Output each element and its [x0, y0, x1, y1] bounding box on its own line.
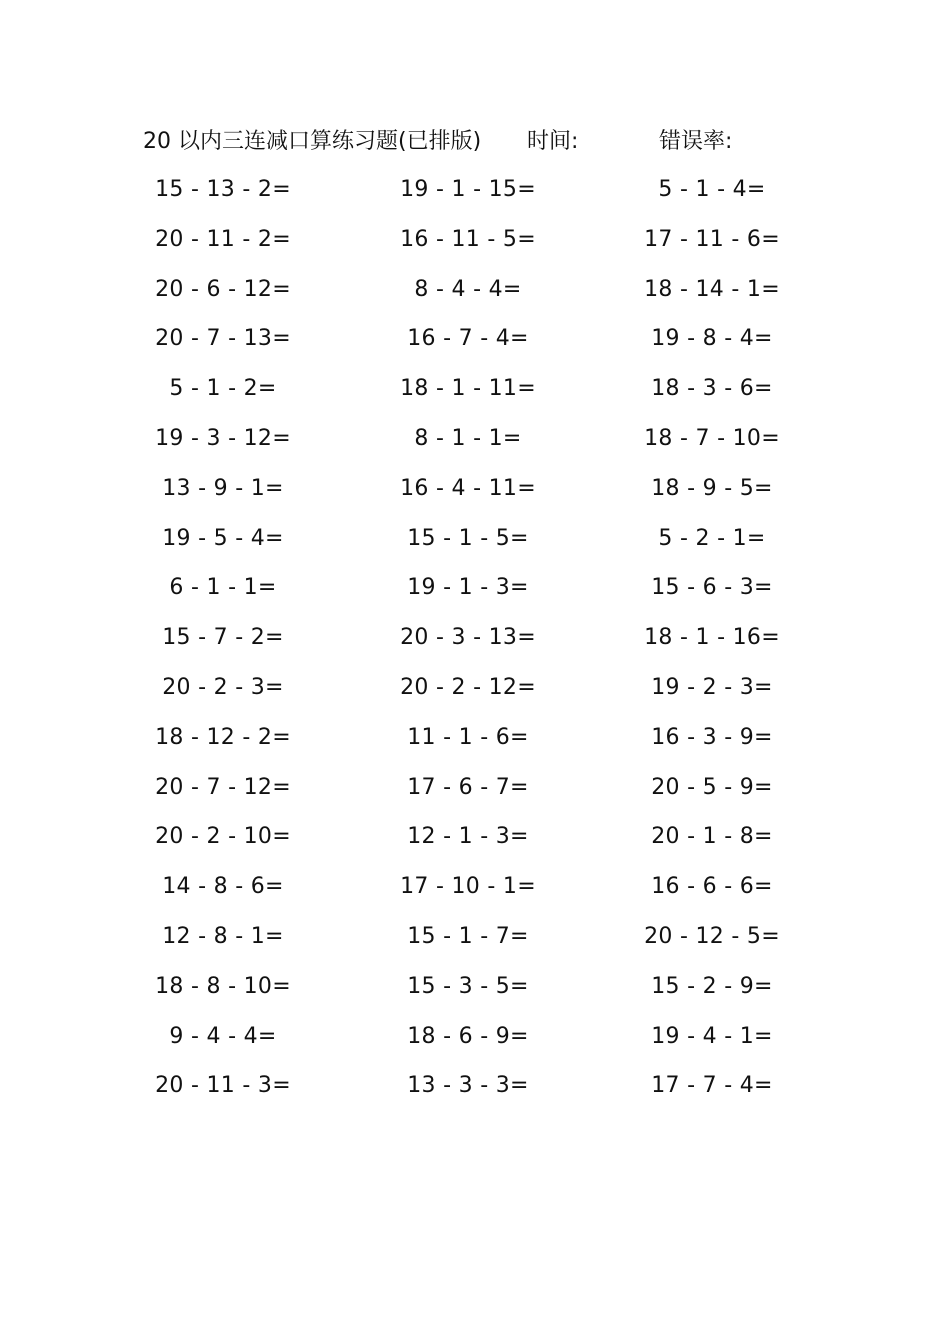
- problem-item: 20 - 12 - 5=: [644, 923, 780, 949]
- problem-item: 13 - 3 - 3=: [407, 1073, 529, 1099]
- problem-item: 15 - 13 - 2=: [155, 177, 291, 202]
- problem-item: 20 - 7 - 12=: [155, 774, 291, 800]
- problem-item: 20 - 5 - 9=: [651, 774, 773, 800]
- problem-grid: [100, 172, 840, 1118]
- problem-item: 16 - 7 - 4=: [407, 326, 529, 352]
- problem-item: 8 - 4 - 4=: [414, 276, 522, 302]
- problem-item: 17 - 10 - 1=: [400, 874, 536, 900]
- problem-item: 19 - 5 - 4=: [162, 525, 284, 551]
- problem-item: 19 - 8 - 4=: [651, 326, 773, 352]
- problem-item: 6 - 1 - 1=: [169, 575, 277, 601]
- problem-item: 20 - 7 - 13=: [155, 326, 291, 352]
- problem-item: 20 - 11 - 3=: [155, 1073, 291, 1099]
- problem-item: 16 - 6 - 6=: [651, 874, 773, 900]
- problem-item: 9 - 4 - 4=: [169, 1023, 277, 1049]
- problem-item: 18 - 1 - 11=: [400, 376, 536, 402]
- problem-item: 20 - 2 - 3=: [162, 674, 284, 700]
- problem-item: 16 - 3 - 9=: [651, 724, 773, 750]
- problem-item: 8 - 1 - 1=: [414, 425, 522, 451]
- problem-item: 18 - 1 - 16=: [644, 625, 780, 651]
- problem-item: 12 - 8 - 1=: [162, 923, 284, 949]
- problem-item: 18 - 14 - 1=: [644, 276, 780, 302]
- problem-item: 20 - 11 - 2=: [155, 226, 291, 252]
- worksheet-title: 20 以内三连减口算练习题(已排版): [143, 129, 482, 154]
- problem-item: 20 - 6 - 12=: [155, 276, 291, 302]
- problem-item: 18 - 8 - 10=: [155, 973, 291, 999]
- problem-item: 14 - 8 - 6=: [162, 874, 284, 900]
- problem-item: 18 - 6 - 9=: [407, 1023, 529, 1049]
- problem-item: 15 - 7 - 2=: [162, 625, 284, 651]
- problem-item: 15 - 2 - 9=: [651, 973, 773, 999]
- problem-item: 19 - 1 - 3=: [407, 575, 529, 601]
- problem-item: 15 - 6 - 3=: [651, 575, 773, 601]
- problem-item: 16 - 11 - 5=: [400, 226, 536, 252]
- problem-item: 13 - 9 - 1=: [162, 475, 284, 501]
- problem-item: 5 - 1 - 4=: [658, 177, 766, 202]
- problem-item: 15 - 3 - 5=: [407, 973, 529, 999]
- problem-item: 5 - 2 - 1=: [658, 525, 766, 551]
- problem-item: 19 - 1 - 15=: [400, 177, 536, 202]
- problem-item: 18 - 9 - 5=: [651, 475, 773, 501]
- time-label: 时间:: [527, 129, 579, 154]
- problem-item: 5 - 1 - 2=: [169, 376, 277, 402]
- problem-item: 19 - 3 - 12=: [155, 425, 291, 451]
- problem-item: 20 - 2 - 12=: [400, 674, 536, 700]
- problem-item: 20 - 1 - 8=: [651, 824, 773, 850]
- problem-item: 20 - 3 - 13=: [400, 625, 536, 651]
- problem-item: 20 - 2 - 10=: [155, 824, 291, 850]
- problem-item: 12 - 1 - 3=: [407, 824, 529, 850]
- worksheet-header: [143, 124, 803, 160]
- problem-item: 18 - 7 - 10=: [644, 425, 780, 451]
- problem-item: 17 - 11 - 6=: [644, 226, 780, 252]
- problem-item: 19 - 2 - 3=: [651, 674, 773, 700]
- problem-item: 16 - 4 - 11=: [400, 475, 536, 501]
- error-rate-label: 错误率:: [659, 129, 733, 154]
- problem-item: 17 - 6 - 7=: [407, 774, 529, 800]
- problem-item: 18 - 3 - 6=: [651, 376, 773, 402]
- problem-item: 11 - 1 - 6=: [407, 724, 529, 750]
- problem-item: 19 - 4 - 1=: [651, 1023, 773, 1049]
- problem-item: 17 - 7 - 4=: [651, 1073, 773, 1099]
- problem-item: 15 - 1 - 7=: [407, 923, 529, 949]
- problem-item: 18 - 12 - 2=: [155, 724, 291, 750]
- problem-item: 15 - 1 - 5=: [407, 525, 529, 551]
